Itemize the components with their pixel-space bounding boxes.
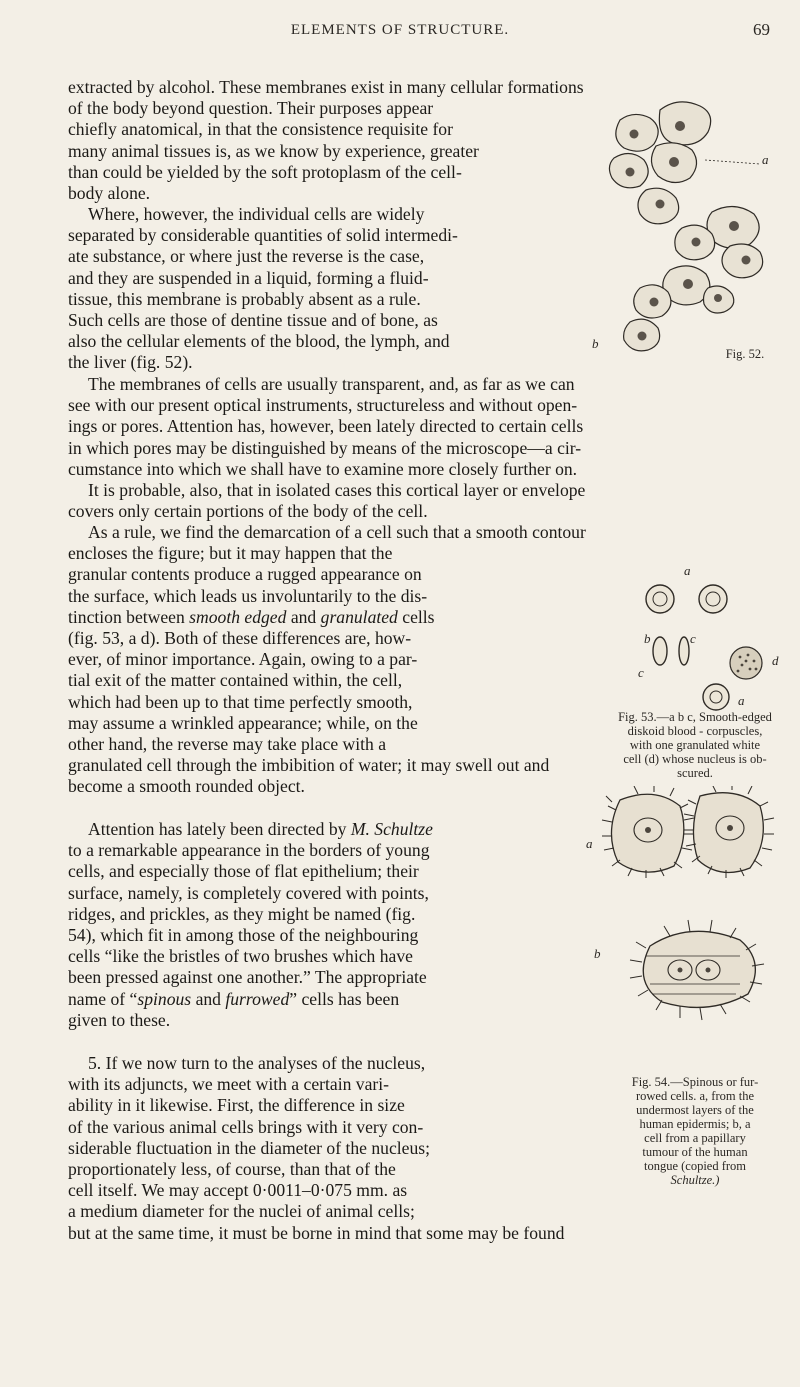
caption-line: rowed cells. a, from the: [635, 1089, 754, 1103]
text-line: other hand, the reverse may take place with a: [68, 734, 387, 755]
text-line: Where, however, the individual cells are widely: [88, 204, 425, 224]
page-header: [0, 22, 800, 46]
fig53-label-a2: a: [738, 693, 745, 708]
italic-term: furrowed: [225, 988, 290, 1009]
text-line: may assume a wrinkled appearance; while, on the: [68, 712, 418, 733]
text-line: 5. If we now turn to the analyses of the nucleus,: [88, 1053, 426, 1073]
figure-52: [592, 92, 790, 362]
fig53-label-a: a: [684, 563, 691, 578]
text-line: the surface, which leads us involuntarily to the dis-: [68, 585, 428, 606]
text-line: cells, and especially those of flat epithelium; their: [68, 861, 419, 882]
caption-line: human epidermis; b, a: [639, 1117, 751, 1131]
caption-line: Fig. 53.—a b c, Smooth-edged: [618, 710, 772, 724]
text-fragment: cells: [402, 606, 435, 627]
text-line: 54), which fit in among those of the neighbouring: [68, 925, 419, 946]
text-line: become a smooth rounded object.: [68, 776, 305, 797]
text-line: but at the same time, it must be borne in mind that some may be found: [68, 1222, 565, 1243]
text-line: (fig. 53, a d). Both of these differences are, how-: [68, 628, 412, 649]
caption-line: tongue (copied from: [643, 1159, 747, 1173]
caption-line: undermost layers of the: [636, 1103, 754, 1117]
text-line: to a remarkable appearance in the borders of young: [68, 840, 430, 861]
text-line: many animal tissues is, as we know by experience, greater: [68, 140, 479, 161]
text-line: been pressed against one another.” The appropriate: [68, 967, 427, 988]
fig53-label-c2: c: [638, 665, 644, 680]
text-line: given to these.: [68, 1009, 171, 1030]
caption-line: cell (d) whose nucleus is ob-: [623, 752, 767, 766]
text-line: of the body beyond question. Their purposes appear: [68, 98, 434, 119]
caption-line: Fig. 54.—Spinous or fur-: [631, 1075, 759, 1089]
italic-term: smooth edged: [189, 606, 287, 627]
fig52-label-b: b: [592, 336, 599, 351]
text-line: covers only certain portions of the body of the cell.: [68, 501, 428, 522]
text-line: encloses the figure; but it may happen that the: [68, 543, 393, 564]
page-number: 69: [753, 20, 770, 39]
text-line: which had been up to that time perfectly smooth,: [68, 691, 413, 712]
text-line: ability in it likewise. First, the difference in size: [68, 1095, 405, 1116]
caption-line: scured.: [677, 766, 713, 780]
text-fragment: tinction between: [68, 606, 185, 627]
text-line: As a rule, we find the demarcation of a cell such that a smooth contour: [88, 522, 586, 542]
text-line: granulated cell through the imbibition of water; it may swell out and: [68, 755, 550, 776]
text-line: tissue, this membrane is probably absent as a rule.: [68, 288, 421, 309]
fig52-caption: Fig. 52.: [725, 347, 765, 361]
author-name: M. Schultze: [350, 819, 433, 839]
caption-line: Schultze.): [670, 1173, 720, 1187]
text-line: see with our present optical instruments, structureless and without open-: [68, 395, 578, 416]
text-line: The membranes of cells are usually transparent, and, as far as we can: [88, 374, 575, 394]
text-line: surface, namely, is completely covered with points,: [68, 882, 429, 903]
text-line: than could be yielded by the soft protoplasm of the cell-: [68, 161, 462, 182]
text-line: extracted by alcohol. These membranes exist in many cellular formations: [68, 77, 584, 97]
text-line: proportionately less, of course, than that of the: [68, 1159, 396, 1180]
text-line: chiefly anatomical, in that the consistence requisite for: [68, 119, 453, 140]
text-line: granular contents produce a rugged appearance on: [68, 564, 422, 585]
paragraph-4: [68, 480, 778, 522]
text-line: body alone.: [68, 183, 151, 204]
paragraph-3: [68, 374, 778, 480]
fig52-label-a: a: [762, 152, 769, 167]
text-line: of the various animal cells brings with it very con-: [68, 1116, 424, 1137]
text-line: separated by considerable quantities of solid intermedi-: [68, 225, 458, 246]
text-fragment: Attention has lately been directed by: [88, 819, 347, 839]
fig54-caption: [600, 1075, 790, 1187]
text-line: also the cellular elements of the blood, the lymph, and: [68, 331, 450, 352]
running-title: ELEMENTS OF STRUCTURE.: [290, 22, 510, 38]
text-line: tial exit of the matter contained within, the cell,: [68, 670, 403, 691]
fig53-label-c: c: [690, 631, 696, 646]
text-line: cell itself. We may accept 0·0011–0·075 mm. as: [68, 1180, 408, 1201]
caption-line: diskoid blood - corpuscles,: [627, 724, 763, 738]
italic-term: granulated: [320, 606, 398, 627]
text-line: cells “like the bristles of two brushes which have: [68, 946, 413, 967]
liver-cells-illustration: [600, 92, 790, 362]
figure-54: [586, 786, 795, 1026]
text-fragment: ” cells has been: [289, 988, 400, 1009]
text-fragment: name of “: [68, 988, 138, 1009]
fig54-label-b: b: [594, 946, 601, 961]
fig53-label-d: d: [772, 653, 779, 668]
text-line: Such cells are those of dentine tissue and of bone, as: [68, 310, 438, 331]
text-line: ings or pores. Attention has, however, been lately directed to certain cells: [68, 416, 584, 437]
text-line: It is probable, also, that in isolated cases this cortical layer or envelope: [88, 480, 586, 500]
fig53-label-b: b: [644, 631, 651, 646]
text-line: ate substance, or where just the reverse is the case,: [68, 246, 425, 267]
caption-line: cell from a papillary: [644, 1131, 746, 1145]
text-line: and they are suspended in a liquid, forming a fluid-: [68, 267, 429, 288]
text-line: with its adjuncts, we meet with a certain vari-: [68, 1074, 389, 1095]
text-line: siderable fluctuation in the diameter of the nucleus;: [68, 1137, 431, 1158]
fig54-label-a: a: [586, 836, 593, 851]
caption-line: tumour of the human: [642, 1145, 748, 1159]
italic-term: spinous: [137, 988, 192, 1009]
text-line: cumstance into which we shall have to examine more closely further on.: [68, 458, 578, 479]
figure-53: [600, 565, 790, 715]
text-line: a medium diameter for the nuclei of animal cells;: [68, 1201, 415, 1222]
text-fragment: and: [195, 988, 221, 1009]
fig53-caption: [597, 710, 793, 780]
spinous-cells-illustration: [590, 786, 795, 1026]
text-line: ever, of minor importance. Again, owing to a par-: [68, 649, 418, 670]
caption-line: with one granulated white: [629, 738, 761, 752]
text-line: ridges, and prickles, as they might be named (fig.: [68, 903, 416, 924]
text-line: the liver (fig. 52).: [68, 352, 193, 373]
text-fragment: and: [290, 606, 317, 627]
text-line: in which pores may be distinguished by means of the microscope—a cir-: [68, 437, 582, 458]
